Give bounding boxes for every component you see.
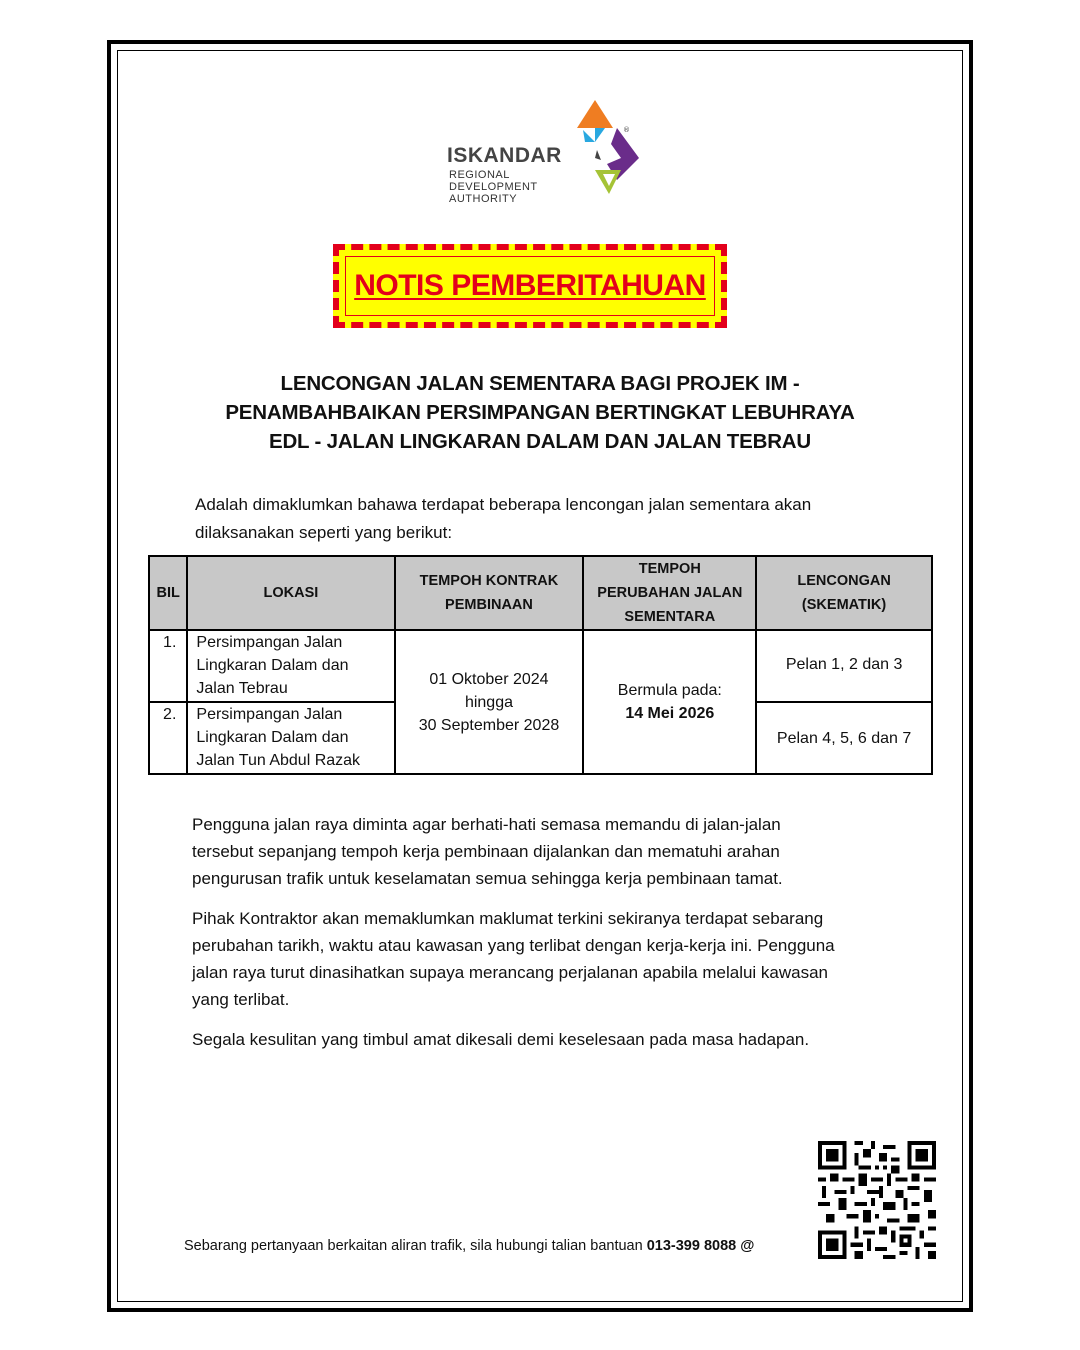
kontrak-line: 01 Oktober 2024 — [429, 670, 549, 688]
lokasi-line: Jalan Tun Abdul Razak — [196, 752, 361, 769]
tempoh-label: Bermula pada: — [617, 682, 722, 699]
title-line: PENAMBAHBAIKAN PERSIMPANGAN BERTINGKAT LEBUHRAYA — [225, 401, 855, 424]
paragraph-caution — [192, 811, 888, 892]
paragraph-line: Segala kesulitan yang timbul amat dikesali demi keselesaan pada masa hadapan. — [192, 1030, 810, 1049]
paragraph-line: pengurusan trafik untuk keselamatan semua sehingga kerja pembinaan tamat. — [192, 869, 783, 888]
cell-lencongan: Pelan 1, 2 dan 3 — [756, 630, 932, 702]
paragraph-apology — [192, 1026, 888, 1053]
header-line: (SKEMATIK) — [801, 597, 887, 613]
cell-lokasi — [187, 630, 394, 702]
cell-lokasi — [187, 702, 394, 774]
header-lokasi: LOKASI — [187, 556, 394, 630]
logo-sub-line: REGIONAL — [449, 169, 510, 181]
paragraph-line: Pihak Kontraktor akan memaklumkan maklumat terkini sekiranya terdapat sebarang — [192, 909, 824, 928]
notice-banner-inner — [345, 256, 715, 316]
lokasi-line: Jalan Tebrau — [196, 680, 288, 697]
header-line: PEMBINAAN — [445, 597, 533, 613]
logo-subtitle — [449, 169, 538, 205]
document-title — [150, 369, 930, 456]
qr-code-icon[interactable] — [818, 1138, 936, 1262]
detour-schedule-table — [148, 555, 933, 775]
header-line: SEMENTARA — [624, 609, 716, 625]
lokasi-line: Persimpangan Jalan — [196, 634, 343, 651]
header-line: TEMPOH KONTRAK — [419, 573, 559, 589]
footer-text: Sebarang pertanyaan berkaitan aliran trafik, sila hubungi talian bantuan — [184, 1238, 643, 1254]
logo-sub-line: DEVELOPMENT — [449, 181, 538, 193]
lokasi-line: Persimpangan Jalan — [196, 706, 343, 723]
header-line: TEMPOH — [638, 561, 701, 577]
iskandar-logo — [447, 98, 647, 210]
title-line: LENCONGAN JALAN SEMENTARA BAGI PROJEK IM - — [280, 372, 800, 395]
paragraph-line: yang terlibat. — [192, 990, 290, 1009]
tempoh-date: 14 Mei 2026 — [625, 705, 715, 722]
logo-name: ISKANDAR — [447, 144, 562, 167]
kontrak-line: hingga — [464, 693, 513, 711]
footer-phone: 013-399 8088 @ — [646, 1238, 755, 1254]
header-tempoh-perubahan — [583, 556, 756, 630]
header-line: LENCONGAN — [797, 573, 891, 589]
paragraph-line: tersebut sepanjang tempoh kerja pembinaan dijalankan dan mematuhi arahan — [192, 842, 780, 861]
header-line: PERUBAHAN JALAN — [597, 585, 743, 601]
kontrak-line: 30 September 2028 — [418, 716, 560, 734]
lokasi-line: Lingkaran Dalam dan — [196, 729, 349, 746]
svg-text:®: ® — [623, 126, 630, 134]
header-lencongan — [756, 556, 932, 630]
paragraph-line: jalan raya turut dinasihatkan supaya merancang perjalanan apabila melalui kawasan — [192, 963, 829, 982]
intro-paragraph — [195, 491, 891, 547]
paragraph-contractor — [192, 905, 888, 1013]
iskandar-logo-mark-icon — [565, 98, 645, 198]
notice-banner — [333, 244, 727, 328]
cell-bil: 2. — [149, 702, 187, 774]
footer-contact — [184, 1238, 754, 1254]
header-tempoh-kontrak — [395, 556, 584, 630]
intro-line: dilaksanakan seperti yang berikut: — [195, 523, 453, 542]
paragraph-line: Pengguna jalan raya diminta agar berhati-hati semasa memandu di jalan-jalan — [192, 815, 781, 834]
table-header-row — [149, 556, 932, 630]
cell-lencongan: Pelan 4, 5, 6 dan 7 — [756, 702, 932, 774]
cell-bil: 1. — [149, 630, 187, 702]
cell-tempoh-kontrak — [395, 630, 584, 774]
notice-title: NOTIS PEMBERITAHUAN — [354, 269, 706, 302]
title-line: EDL - JALAN LINGKARAN DALAM DAN JALAN TEBRAU — [268, 430, 812, 453]
paragraph-line: perubahan tarikh, waktu atau kawasan yang terlibat dengan kerja-kerja ini. Pengguna — [192, 936, 835, 955]
cell-tempoh-perubahan — [583, 630, 756, 774]
logo-sub-line: AUTHORITY — [449, 193, 518, 205]
intro-line: Adalah dimaklumkan bahawa terdapat beberapa lencongan jalan sementara akan — [195, 495, 812, 514]
header-bil: BIL — [149, 556, 187, 630]
lokasi-line: Lingkaran Dalam dan — [196, 657, 349, 674]
table-row — [149, 630, 932, 702]
